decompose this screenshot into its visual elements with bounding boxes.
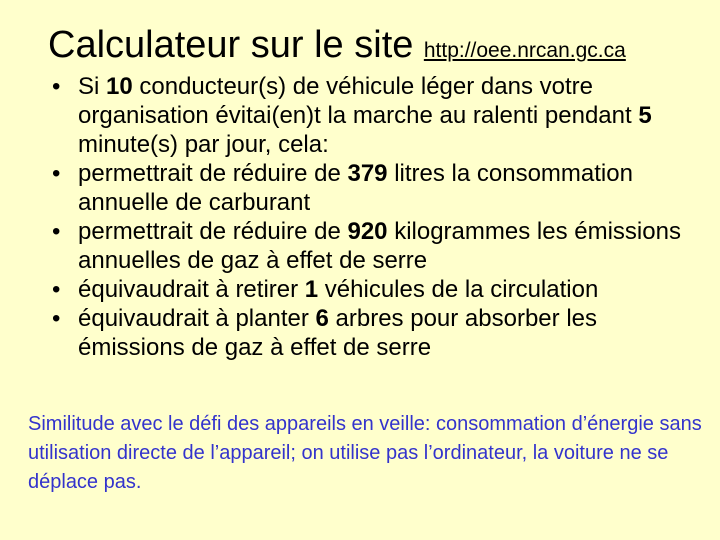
bullet-text-suffix: arbres pour absorber les émissions de gaz à effet de serre xyxy=(78,305,597,361)
bullet-item-emissions xyxy=(0,217,720,275)
kilograms-value: 920 xyxy=(347,218,388,245)
bullet-item-vehicles xyxy=(0,275,720,304)
bullet-dot-icon: • xyxy=(52,218,61,245)
trees-value: 6 xyxy=(315,305,329,332)
calculator-link[interactable]: http://oee.nrcan.gc.ca xyxy=(423,39,626,62)
bullet-dot-icon: • xyxy=(52,160,61,187)
bullet-dot-icon: • xyxy=(52,305,61,332)
bullet-text-prefix: permettrait de réduire de xyxy=(78,218,348,245)
bullet-dot-icon: • xyxy=(52,276,61,303)
bullet-text-prefix: permettrait de réduire de xyxy=(78,160,348,187)
vehicles-value: 1 xyxy=(304,276,319,303)
bullet-text-prefix: Si xyxy=(78,73,107,100)
bullet-item-drivers xyxy=(0,72,720,159)
bullet-text-suffix: véhicules de la circulation xyxy=(318,276,599,303)
bullet-text-suffix: litres la consommation annuelle de carburant xyxy=(78,160,633,216)
bullet-item-fuel xyxy=(0,159,720,217)
minutes-value: 5 xyxy=(638,102,652,129)
slide-title: Calculateur sur le site xyxy=(48,24,414,66)
bullet-text-prefix: équivaudrait à retirer xyxy=(78,276,305,303)
bullet-item-trees xyxy=(0,304,720,362)
similarity-note: Similitude avec le défi des appareils en veille: consommation d’énergie sans utilisation directe de l’appareil; on utilise pas l’ordinateur, la voiture ne se déplace pas. xyxy=(28,413,702,493)
bullet-text-middle: conducteur(s) de véhicule léger dans votre organisation évitai(en)t la marche au ralenti pendant xyxy=(78,73,639,129)
bullet-text-suffix: minute(s) par jour, cela: xyxy=(78,131,329,158)
bullet-dot-icon: • xyxy=(52,73,61,100)
slide-title-row xyxy=(48,22,626,68)
bullet-text-suffix: kilogrammes les émissions annuelles de gaz à effet de serre xyxy=(78,218,681,274)
litres-value: 379 xyxy=(347,160,388,187)
bullet-text-prefix: équivaudrait à planter xyxy=(78,305,316,332)
bullet-list xyxy=(0,72,720,362)
driver-count-value: 10 xyxy=(106,73,133,100)
